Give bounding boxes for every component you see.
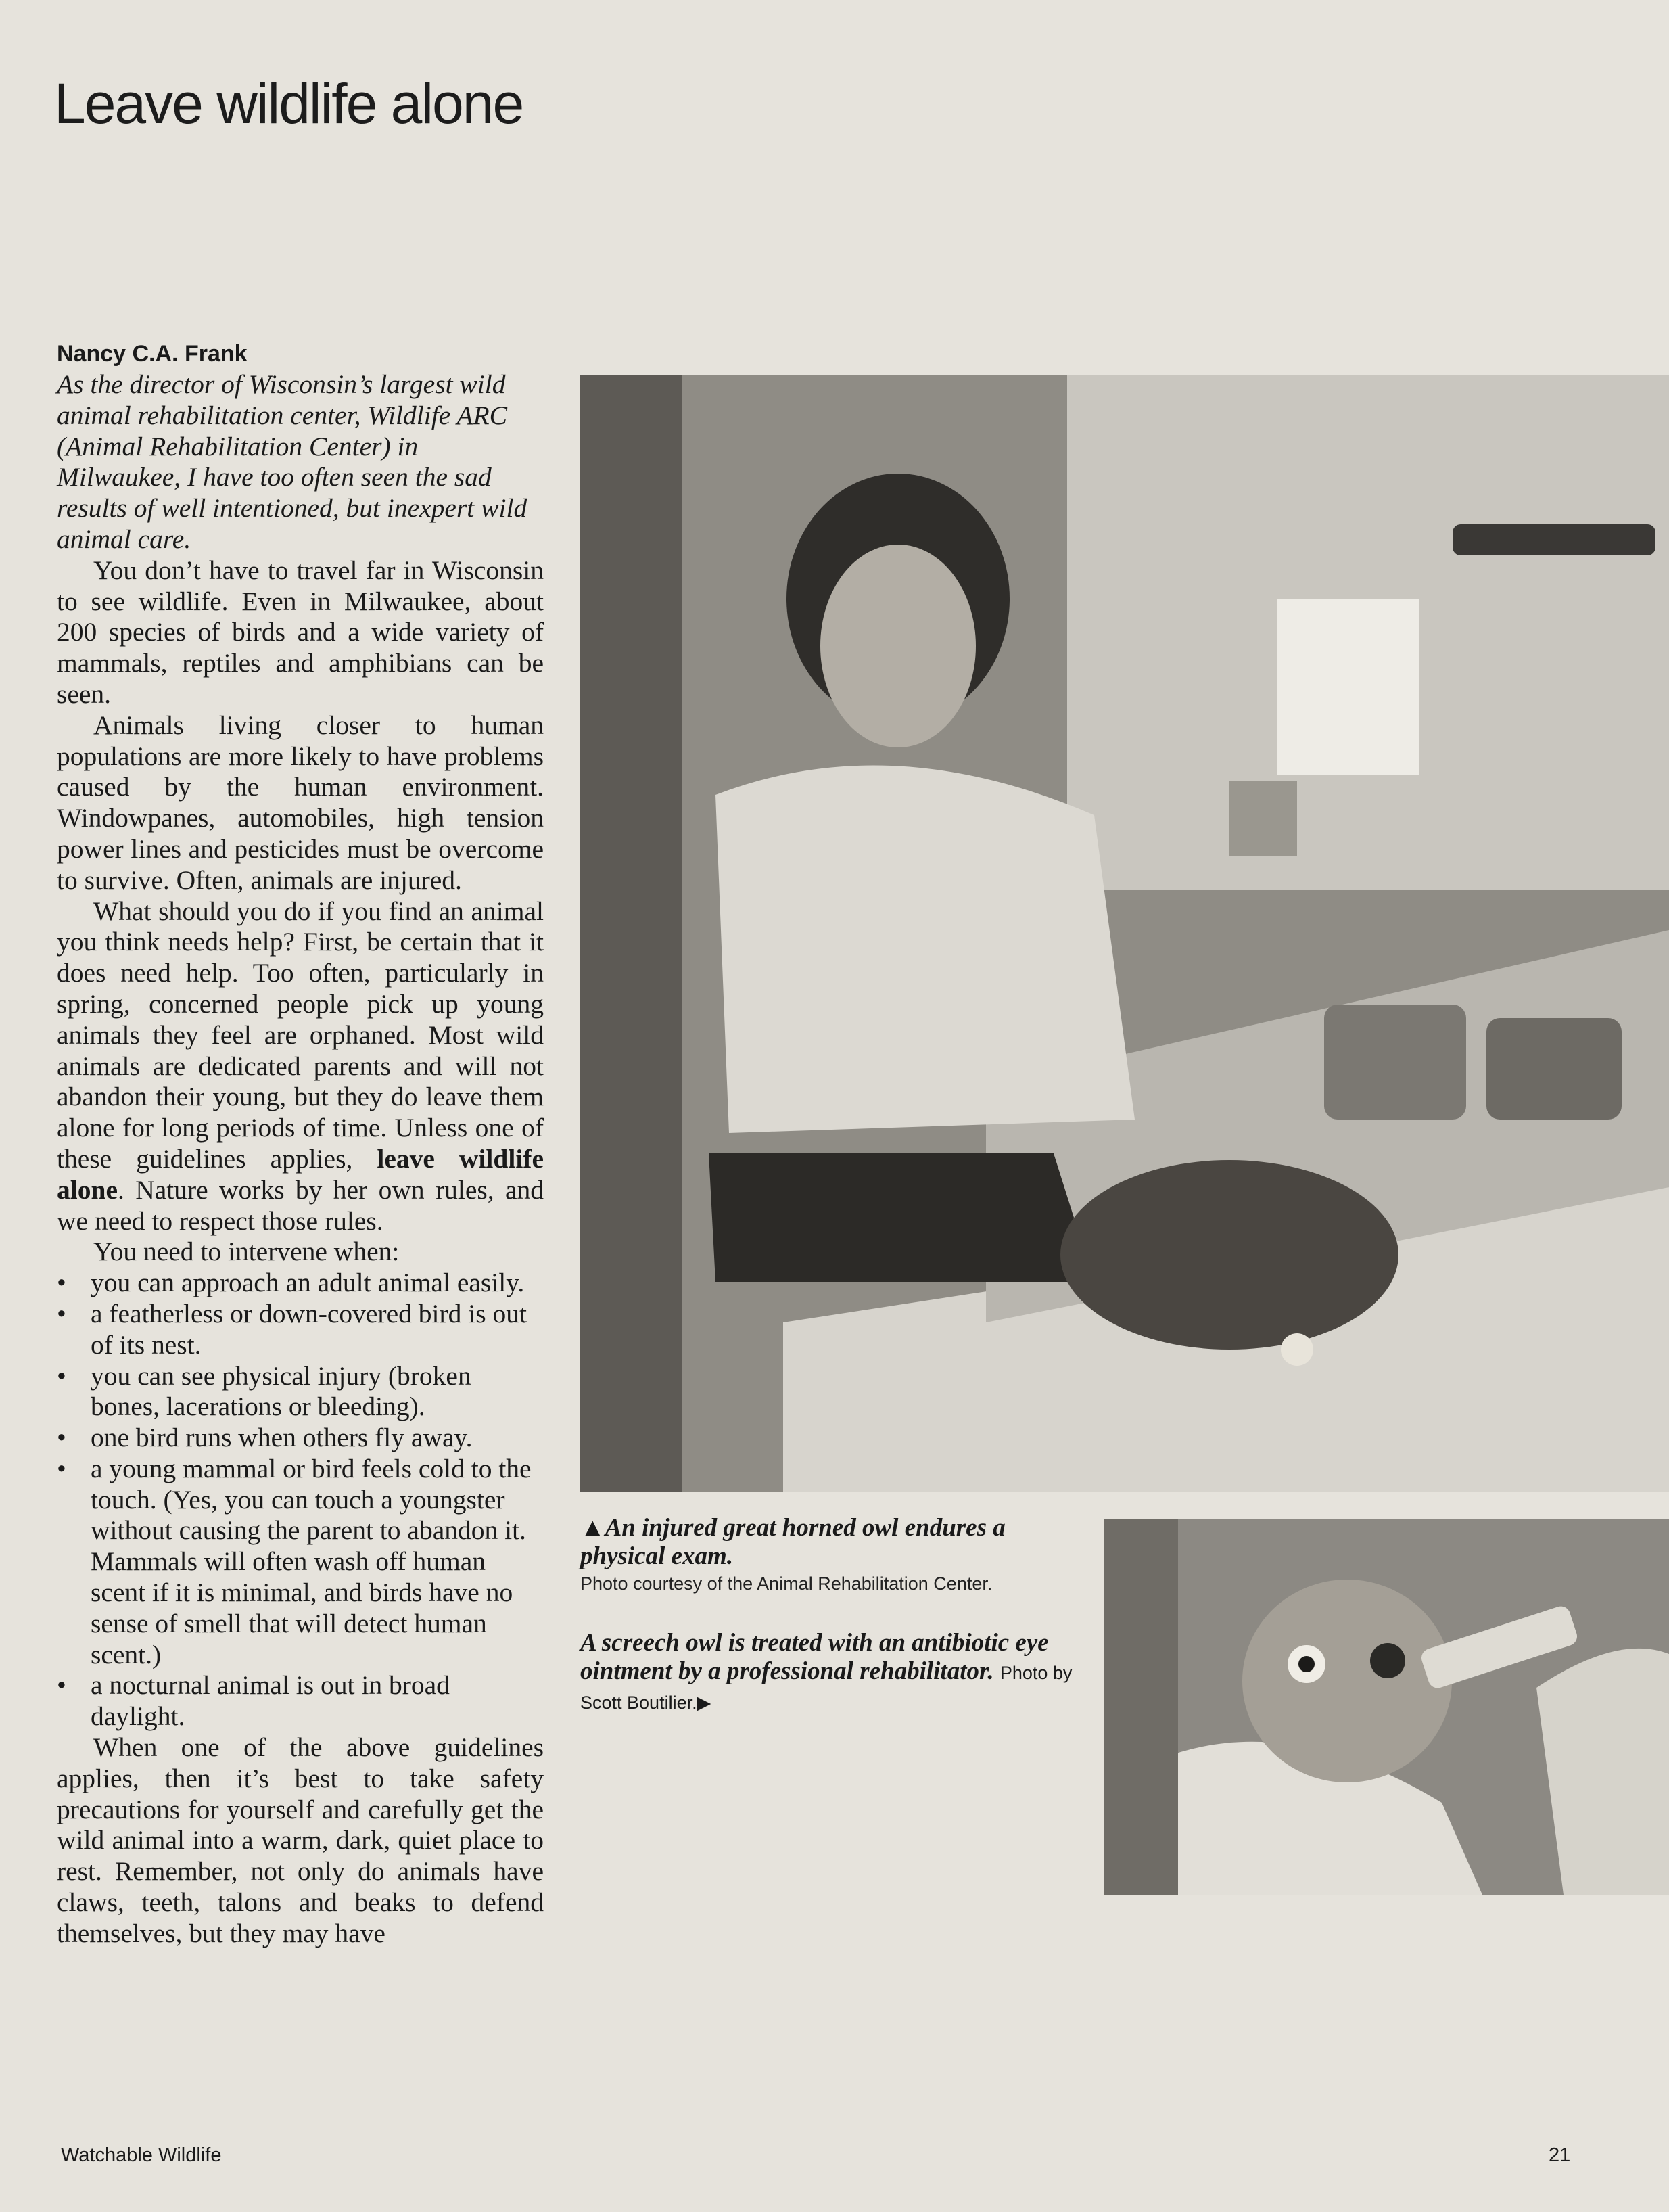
photo-caption-screech-owl	[580, 1629, 1081, 1717]
page-title: Leave wildlife alone	[54, 72, 523, 135]
list-item-text: a nocturnal animal is out in broad daylight.	[91, 1670, 450, 1732]
list-item	[57, 1423, 544, 1454]
author-byline: Nancy C.A. Frank	[57, 341, 248, 367]
list-item	[57, 1299, 544, 1361]
body-paragraph: Animals living closer to human populations are more likely to have problems caused by the human environment. Windowpanes, automobiles, high tension power lines and pesticides must be overcome to survive. Often, animals are injured.	[57, 710, 544, 895]
caption-text: A screech owl is treated with an antibiotic eye ointment by a professional rehabilitator.	[580, 1629, 1049, 1685]
great-horned-owl-exam-photo	[580, 375, 1669, 1492]
intro-paragraph: As the director of Wisconsin’s largest wild animal rehabilitation center, Wildlife ARC (Animal Rehabilitation Center) in Milwaukee, I have too often seen the sad results of well intentioned, but inexpert wild animal care.	[57, 369, 527, 554]
guideline-list	[57, 1268, 544, 1732]
intervene-intro: You need to intervene when:	[93, 1237, 400, 1267]
help-text-before: What should you do if you find an animal you think needs help? First, be certain that it does need help. Too often, particularly in spring, concerned people pick up young animals they feel are orphaned. Most wild animals are dedicated parents and will not abandon their young, but they do leave them alone for long periods of time. Unless one of these guidelines applies,	[57, 896, 544, 1174]
photo-illustration	[1104, 1519, 1669, 1895]
photo-credit-screech-owl: Photo by Scott Boutilier.▶	[580, 1663, 1073, 1713]
list-item	[57, 1670, 544, 1732]
photo-caption-owl-exam: ▲An injured great horned owl endures a physical exam.	[580, 1514, 1006, 1570]
photo-illustration	[580, 375, 1669, 1492]
list-item-text: you can see physical injury (broken bones, lacerations or bleeding).	[91, 1360, 471, 1422]
screech-owl-treatment-photo	[1104, 1519, 1669, 1895]
help-text-after: . Nature works by her own rules, and we need to respect those rules.	[57, 1174, 544, 1236]
list-item-text: you can approach an adult animal easily.	[91, 1268, 525, 1298]
list-item	[57, 1361, 544, 1423]
list-item-text: a young mammal or bird feels cold to the touch. (Yes, you can touch a youngster without causing the parent to abandon it. Mammals will often wash off human scent if it is minimal, and birds have no sense of smell that will detect human scent.)	[91, 1453, 532, 1669]
list-item	[57, 1268, 544, 1299]
list-item-text: one bird runs when others fly away.	[91, 1423, 473, 1453]
closing-paragraph: When one of the above guidelines applies, then it’s best to take safety precautions for yourself and carefully get the wild animal into a warm, dark, quiet place to rest. Remember, not only do animals have claws, teeth, talons and beaks to defend themselves, but they may have	[57, 1732, 544, 1948]
body-paragraph-help	[57, 896, 544, 1237]
list-item	[57, 1454, 544, 1671]
body-paragraph: You don’t have to travel far in Wisconsin to see wildlife. Even in Milwaukee, about 200 species of birds and a wide variety of mammals, reptiles and amphibians can be seen.	[57, 555, 544, 709]
photo-credit-owl-exam: Photo courtesy of the Animal Rehabilitation Center.	[580, 1573, 993, 1594]
article-column	[57, 338, 544, 1950]
publication-name: Watchable Wildlife	[61, 2144, 222, 2166]
list-item-text: a featherless or down-covered bird is out of its nest.	[91, 1298, 527, 1360]
page-number: 21	[1549, 2144, 1571, 2166]
help-text-bold: leave wildlife alone	[57, 1143, 544, 1205]
